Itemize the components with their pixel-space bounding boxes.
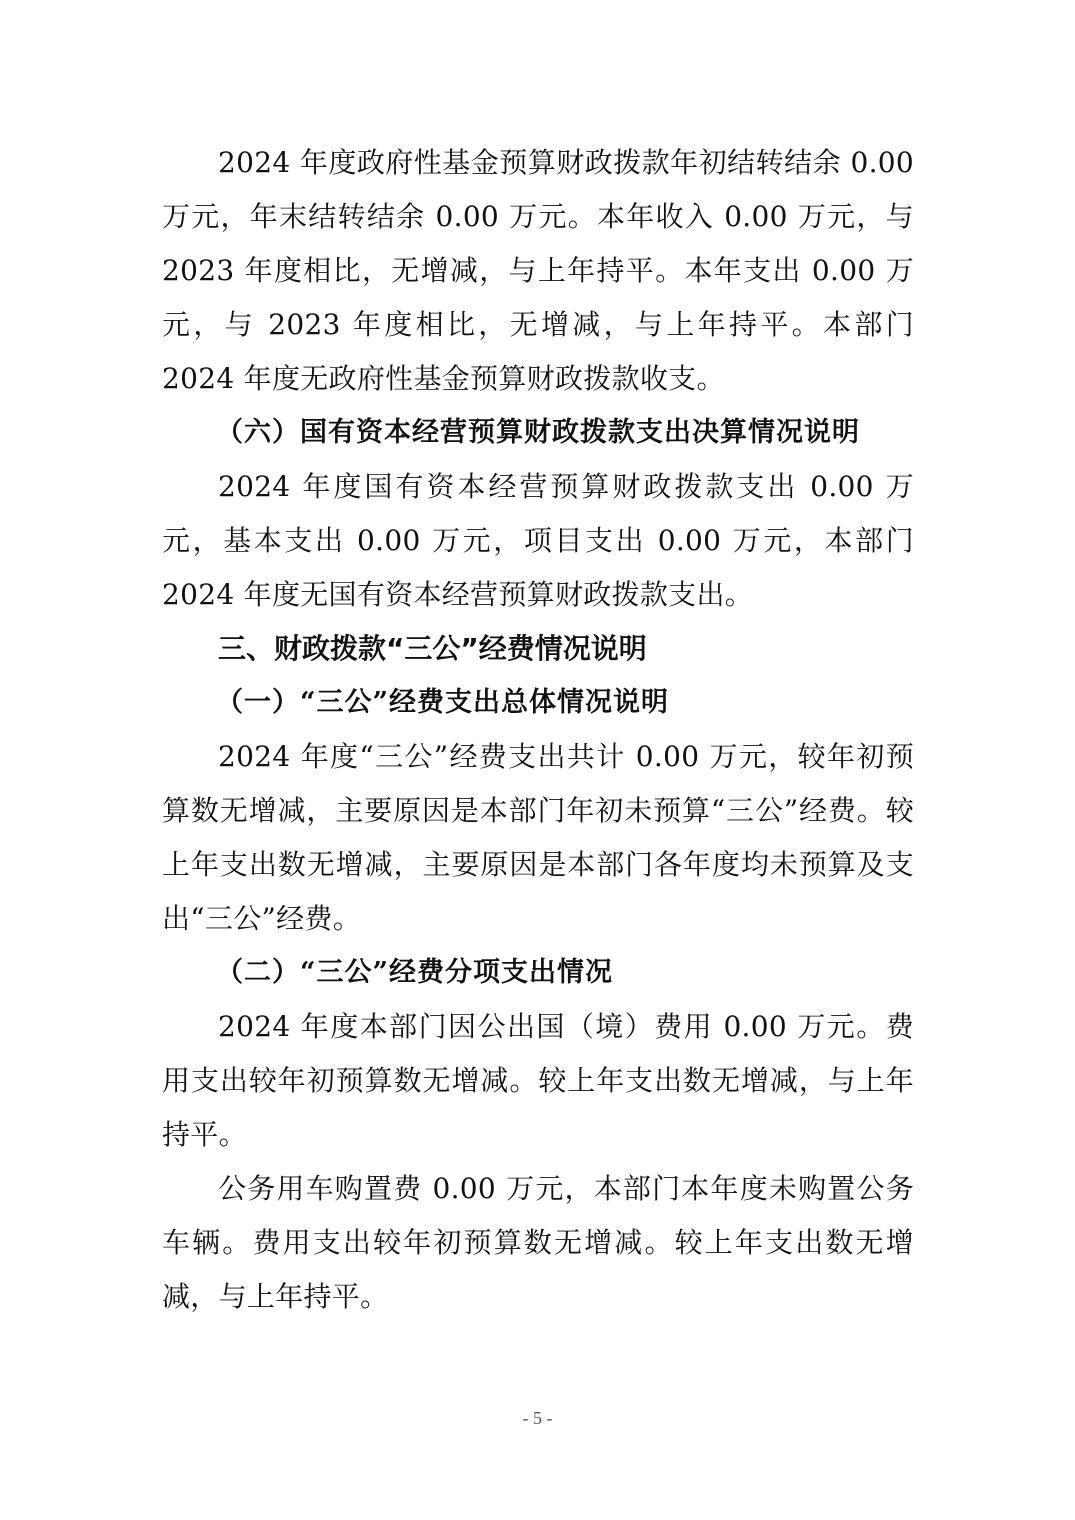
heading-section-six: （六）国有资本经营预算财政拨款支出决算情况说明 xyxy=(216,417,860,448)
paragraph-three-public-overall: 2024 年度“三公”经费支出共计 0.00 万元，较年初预算数无增减，主要原因是本部门年初未预算“三公”经费。较上年支出数无增减，主要原因是本部门各年度均未预算及支出“三公”经费。 xyxy=(162,740,914,935)
paragraph-overseas-travel: 2024 年度本部门因公出国（境）费用 0.00 万元。费用支出较年初预算数无增减。较上年支出数无增减，与上年持平。 xyxy=(162,1010,914,1151)
paragraph-government-fund: 2024 年度政府性基金预算财政拨款年初结转结余 0.00 万元，年末结转结余 0.00 万元。本年收入 0.00 万元，与 2023 年度相比，无增减，与上年持平。本年支出 0.00 万元，与 2023 年度相比，无增减，与上年持平。本部门 2024 年度无政府性基金预算财政拨款收支。 xyxy=(162,146,914,395)
heading-section-three: 三、财政拨款“三公”经费情况说明 xyxy=(218,632,647,665)
paragraph-vehicle-purchase: 公务用车购置费 0.00 万元，本部门本年度未购置公务车辆。费用支出较年初预算数无增减。较上年支出数无增减，与上年持平。 xyxy=(162,1172,914,1313)
heading-subsection-one: （一）“三公”经费支出总体情况说明 xyxy=(216,687,670,718)
heading-subsection-two: （二）“三公”经费分项支出情况 xyxy=(216,957,614,988)
page-number: - 5 - xyxy=(522,1408,553,1428)
document-body xyxy=(162,136,914,1324)
paragraph-state-capital: 2024 年度国有资本经营预算财政拨款支出 0.00 万元，基本支出 0.00 万元，项目支出 0.00 万元，本部门 2024 年度无国有资本经营预算财政拨款支出。 xyxy=(162,470,914,611)
